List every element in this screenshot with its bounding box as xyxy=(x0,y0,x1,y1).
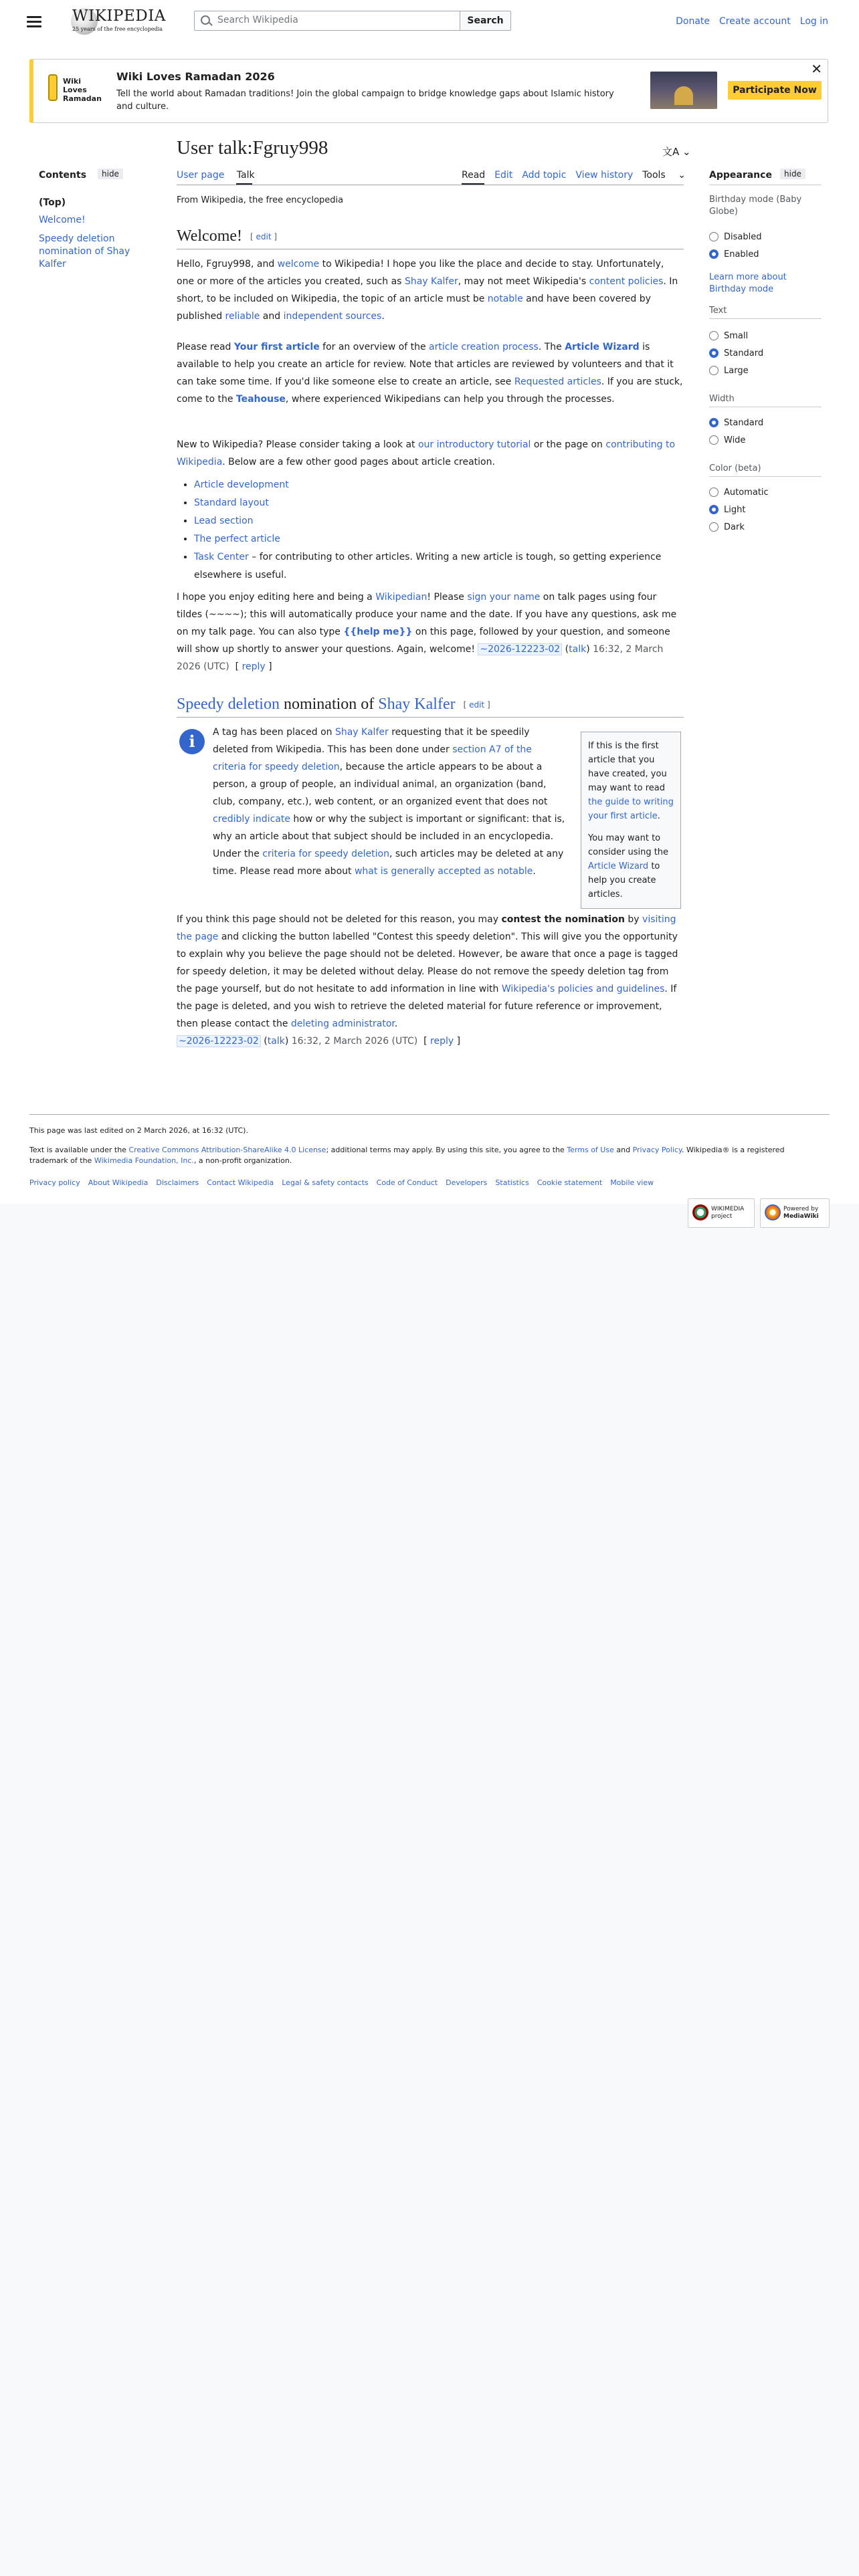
text: A tag has been placed on xyxy=(213,727,335,738)
first-article-sidebox xyxy=(581,732,681,909)
footer-link-coc[interactable]: Code of Conduct xyxy=(376,1178,438,1187)
radio-circle-selected xyxy=(709,249,719,259)
radio-circle xyxy=(709,232,719,241)
search-icon xyxy=(201,15,210,25)
text: . If you are stuck, come to the xyxy=(177,377,683,405)
footer-rule xyxy=(29,1114,830,1115)
banner-title: Wiki Loves Ramadan 2026 xyxy=(116,70,275,83)
birthday-mode-label: Birthday mode (Baby Globe) xyxy=(709,195,802,217)
text: , such articles may be deleted at any time. Please read more about xyxy=(213,849,564,877)
page-title: User talk:Fgruy998 xyxy=(177,137,328,158)
campaign-banner xyxy=(29,59,828,123)
article-wizard-link[interactable]: Article Wizard xyxy=(588,861,649,871)
speedy-heading xyxy=(177,695,490,714)
text-large-radio[interactable] xyxy=(709,365,749,377)
radio-label: Enabled xyxy=(724,249,759,259)
speedy-heading-rule xyxy=(177,717,684,718)
text: ! Please xyxy=(427,592,468,603)
toc-item-speedy-deletion[interactable]: Speedy deletion nomination of Shay Kalfer xyxy=(39,233,130,270)
text: . xyxy=(657,811,660,821)
sign-your-name-link[interactable]: sign your name xyxy=(467,592,541,603)
text: . If the page is deleted, and you wish to retrieve the deleted material for future reference or improvement, then please contact the xyxy=(177,984,677,1029)
text: how or why the subject is important or significant: that is, why an article about that subject should be included in an encyclopedia. Under the xyxy=(213,814,565,859)
wikimedia-foundation-link[interactable]: Wikimedia Foundation, Inc. xyxy=(94,1156,194,1165)
badge-text xyxy=(783,1206,819,1220)
text: . Below are a few other good pages about article creation. xyxy=(222,457,495,467)
policies-guidelines-link[interactable]: Wikipedia's policies and guidelines xyxy=(501,984,665,994)
last-edited: This page was last edited on 2 March 2026, at 16:32 (UTC). xyxy=(29,1126,248,1135)
radio-label: Standard xyxy=(724,418,764,428)
reliable-link[interactable]: reliable xyxy=(225,311,260,322)
footer-link-statistics[interactable]: Statistics xyxy=(495,1178,529,1187)
birthday-disabled-radio[interactable] xyxy=(709,231,761,243)
generally-notable-link[interactable]: what is generally accepted as notable xyxy=(354,866,533,877)
wikipedia-tagline: 25 years of the free encyclopedia xyxy=(72,26,163,32)
close-banner-icon[interactable]: ✕ xyxy=(811,61,822,77)
text: nomination of xyxy=(279,695,379,713)
text: and xyxy=(260,311,284,322)
banner-image xyxy=(650,72,717,109)
visiting-page-link[interactable]: visiting the page xyxy=(177,914,676,942)
footer-link-cookies[interactable]: Cookie statement xyxy=(537,1178,603,1187)
sidebox-paragraph-1 xyxy=(588,739,674,823)
text: on this page, followed by your question, and someone will show up shortly to answer your questions. Again, welcome! xyxy=(177,627,670,655)
welcome-paragraph-1 xyxy=(177,255,684,325)
list-item xyxy=(194,512,689,530)
tab-read[interactable]: Read xyxy=(462,170,486,181)
text-small-radio[interactable] xyxy=(709,330,748,342)
width-wide-radio[interactable] xyxy=(709,435,745,447)
text: If you think this page should not be deleted for this reason, you may xyxy=(177,914,502,925)
language-icon[interactable]: 文A ⌄ xyxy=(662,146,691,158)
terms-of-use-link[interactable]: Terms of Use xyxy=(567,1146,614,1154)
privacy-policy-link[interactable]: Privacy Policy xyxy=(632,1146,682,1154)
list-item xyxy=(194,476,689,494)
welcome-paragraph-2 xyxy=(177,338,684,408)
radio-label: Small xyxy=(724,331,749,341)
speedy-paragraph-1 xyxy=(213,724,567,880)
radio-circle xyxy=(709,435,719,445)
teahouse-link[interactable]: Teahouse xyxy=(235,394,286,405)
wikipedia-wordmark[interactable]: WIKIPEDIA xyxy=(72,7,166,25)
search-input[interactable] xyxy=(194,11,460,31)
radio-label: Standard xyxy=(724,348,764,358)
welcome-paragraph-4: I hope you enjoy editing here and being a Wikipedian! Please sign your name on talk pages using four tildes (~~~~); this will automatically produce your name and the date. If you have any questions, ask me on my talk page. You can also type {{help me}} on this page, followed by your question, and someone will show up shortly to answer your questions. Again, welcome! ~2026-12223-02 (talk) 16:32, 2 March 2026 (UTC) [ reply ] xyxy=(177,592,677,672)
search-placeholder: Search Wikipedia xyxy=(217,15,298,25)
text: on talk pages using four tildes (~~~~); this will automatically produce your name and the date. If you have any questions, ask me on my talk page. You can also type xyxy=(177,592,677,637)
article-pages-list xyxy=(177,476,689,584)
license-text xyxy=(29,1145,819,1166)
radio-circle xyxy=(709,488,719,497)
radio-label: Wide xyxy=(724,435,746,445)
text: , a non-profit organization. xyxy=(193,1156,292,1165)
appearance-hide-button[interactable]: hide xyxy=(780,169,805,179)
footer-link-legal[interactable]: Legal & safety contacts xyxy=(282,1178,369,1187)
text: , because the article appears to be about a person, a group of people, an individual animal, an organization (band, club, company, etc.), web content, or an organized event that does not xyxy=(213,762,548,807)
width-standard-radio[interactable] xyxy=(709,417,763,429)
speedy-deletion-link[interactable]: Speedy deletion xyxy=(177,695,280,713)
footer-link-developers[interactable]: Developers xyxy=(446,1178,488,1187)
contributing-link[interactable]: contributing to Wikipedia xyxy=(177,439,676,467)
login-link[interactable]: Log in xyxy=(799,16,828,27)
edit-link-text[interactable]: edit xyxy=(469,700,485,710)
toc-item-welcome[interactable]: Welcome! xyxy=(39,215,86,225)
participate-now-button[interactable]: Participate Now xyxy=(728,81,822,100)
footer-link-contact[interactable]: Contact Wikipedia xyxy=(207,1178,274,1187)
lantern-icon xyxy=(48,74,58,101)
text: for an overview of the xyxy=(319,342,430,352)
toc-hide-button[interactable]: hide xyxy=(98,169,123,179)
your-first-article-link[interactable]: Your first article xyxy=(233,342,320,352)
wikipedian-link[interactable]: Wikipedian xyxy=(375,592,427,603)
article-development-link[interactable]: Article development xyxy=(194,479,289,490)
text: If this is the first article that you have created, you may want to read xyxy=(588,741,667,793)
sidebox-paragraph-2 xyxy=(588,831,674,901)
text: by xyxy=(624,914,643,925)
user-signature-link[interactable]: ~2026-12223-02 xyxy=(177,1035,261,1047)
deleting-administrator-link[interactable]: deleting administrator xyxy=(290,1018,395,1029)
color-dark-radio[interactable] xyxy=(709,522,745,534)
criteria-speedy-deletion-link[interactable]: criteria for speedy deletion xyxy=(262,849,389,859)
content-policies-link[interactable]: content policies xyxy=(589,276,664,287)
text: is available to help you create an article for review. Note that articles are reviewed by volunteers and that it can take some time. If you'd like someone else to create an article, see xyxy=(177,342,674,387)
text: requesting that it be speedily deleted from Wikipedia. This has been done under xyxy=(213,727,530,755)
section-a7-link[interactable]: section A7 of the criteria for speedy deletion xyxy=(213,744,532,772)
text-size-label: Text xyxy=(709,306,727,316)
list-item xyxy=(194,548,689,584)
notable-link[interactable]: notable xyxy=(487,294,523,304)
text: . xyxy=(394,1018,398,1029)
tab-talk[interactable]: Talk xyxy=(236,170,255,181)
main-menu-icon[interactable] xyxy=(27,16,41,28)
contest-nomination-text: contest the nomination xyxy=(501,914,625,925)
welcome-paragraph-3 xyxy=(177,436,684,471)
text: Text is available under the xyxy=(29,1146,129,1154)
text: Hello, Fgruy998, and xyxy=(177,259,278,270)
text: . In short, to be included on Wikipedia, the topic of an article must be xyxy=(177,276,678,304)
text: . xyxy=(533,866,536,877)
list-item xyxy=(194,530,689,548)
user-talk-link[interactable]: talk xyxy=(569,644,587,655)
text: Please read xyxy=(177,342,234,352)
tab-edit[interactable]: Edit xyxy=(494,170,513,181)
requested-articles-link[interactable]: Requested articles xyxy=(514,377,601,387)
shay-kalfer-link[interactable]: Shay Kalfer xyxy=(335,727,389,738)
site-subtitle: From Wikipedia, the free encyclopedia xyxy=(177,195,344,205)
text: New to Wikipedia? Please consider taking a look at xyxy=(177,439,418,450)
radio-circle xyxy=(709,366,719,375)
reply-link[interactable]: reply xyxy=(242,661,266,672)
personal-tools xyxy=(666,16,828,27)
user-signature-link[interactable]: ~2026-12223-02 xyxy=(478,643,562,655)
banner-logo-text: Wiki Loves Ramadan xyxy=(63,77,102,103)
text: , may not meet Wikipedia's xyxy=(458,276,589,287)
text: I hope you enjoy editing here and being a xyxy=(177,592,376,603)
color-label: Color (beta) xyxy=(709,463,761,473)
appearance-heading: Appearance xyxy=(709,170,772,181)
radio-label: Large xyxy=(724,366,749,376)
footer-links xyxy=(29,1178,662,1187)
standard-layout-link[interactable]: Standard layout xyxy=(194,498,269,508)
width-label: Width xyxy=(709,394,735,404)
color-automatic-radio[interactable] xyxy=(709,487,769,499)
mediawiki-logo-icon xyxy=(765,1204,781,1220)
text-standard-radio[interactable] xyxy=(709,348,763,360)
text: MediaWiki xyxy=(783,1213,819,1220)
create-account-link[interactable]: Create account xyxy=(719,16,791,27)
radio-label: Dark xyxy=(724,522,745,532)
namespace-tabs xyxy=(177,170,255,181)
welcome-link[interactable]: welcome xyxy=(277,259,320,270)
credibly-indicate-link[interactable]: credibly indicate xyxy=(213,814,290,825)
radio-circle-selected xyxy=(709,505,719,514)
perfect-article-link[interactable]: The perfect article xyxy=(194,534,280,544)
text: and clicking the button labelled "Contest this speedy deletion". This will give you the opportunity to explain why you believe the page should not be deleted. However, be aware that once a page is tagged for speedy deletion, it may be deleted without delay. Please do not remove the speedy deletion tag from the page yourself, but do not hesitate to add information in line with xyxy=(177,932,678,994)
wikimedia-project-badge[interactable] xyxy=(688,1198,755,1228)
toc-heading: Contents xyxy=(39,170,87,181)
text: and have been covered by published xyxy=(177,294,651,322)
radio-label: Disabled xyxy=(724,232,762,242)
radio-circle xyxy=(709,522,719,532)
footer-link-disclaimers[interactable]: Disclaimers xyxy=(156,1178,199,1187)
welcome-edit-link[interactable]: [ edit ] xyxy=(250,232,278,242)
text: and xyxy=(613,1146,633,1154)
footer-link-about[interactable]: About Wikipedia xyxy=(88,1178,149,1187)
tools-menu[interactable] xyxy=(642,170,695,181)
radio-circle-selected xyxy=(709,348,719,358)
independent-sources-link[interactable]: independent sources xyxy=(283,311,382,322)
article-creation-process-link[interactable]: article creation process xyxy=(429,342,539,352)
task-center-link[interactable]: Task Center xyxy=(194,552,249,562)
radio-label: Light xyxy=(724,505,746,515)
reply-link[interactable]: reply xyxy=(430,1036,454,1047)
speedy-edit-link[interactable]: [ edit ] xyxy=(463,700,490,710)
edit-link-text[interactable]: edit xyxy=(256,232,272,242)
text: to help you create articles. xyxy=(588,861,660,899)
text: to Wikipedia! I hope you like the place and decide to stay. Unfortunately, one or more of the articles you created, such as xyxy=(177,259,664,287)
welcome-heading-text: Welcome! xyxy=(177,227,243,245)
list-item xyxy=(194,494,689,512)
text: or the page on xyxy=(531,439,606,450)
text: ; additional terms may apply. By using this site, you agree to the xyxy=(326,1146,567,1154)
tools-label: Tools xyxy=(642,170,666,181)
wikimedia-logo-icon xyxy=(692,1204,708,1220)
user-talk-link[interactable]: talk xyxy=(267,1036,285,1047)
text: . Wikipedia® is a registered trademark of the xyxy=(29,1146,785,1165)
timestamp: 16:32, 2 March 2026 (UTC) xyxy=(177,644,664,672)
tab-add-topic[interactable]: Add topic xyxy=(522,170,567,181)
shay-kalfer-heading-link[interactable]: Shay Kalfer xyxy=(378,695,456,713)
introductory-tutorial-link[interactable]: our introductory tutorial xyxy=(417,439,531,450)
appearance-rule xyxy=(709,476,822,477)
article-wizard-link[interactable]: Article Wizard xyxy=(565,342,640,352)
appearance-rule xyxy=(709,318,822,319)
footer-link-privacy[interactable]: Privacy policy xyxy=(29,1178,80,1187)
radio-circle-selected xyxy=(709,418,719,427)
text: Powered by xyxy=(783,1206,819,1212)
first-article-guide-link[interactable]: the guide to writing your first article xyxy=(588,797,674,821)
search-button[interactable]: Search xyxy=(460,11,511,31)
timestamp: 16:32, 2 March 2026 (UTC) xyxy=(288,1036,418,1047)
cc-license-link[interactable]: Creative Commons Attribution-ShareAlike 4.0 License xyxy=(128,1146,326,1154)
tab-user-page[interactable]: User page xyxy=(177,170,225,181)
chevron-down-icon: ⌄ xyxy=(678,170,686,181)
powered-by-mediawiki-badge[interactable] xyxy=(760,1198,830,1228)
help-me-link[interactable]: {{help me}} xyxy=(343,627,413,637)
donate-link[interactable]: Donate xyxy=(676,16,710,27)
tab-view-history[interactable]: View history xyxy=(575,170,634,181)
welcome-heading xyxy=(177,227,277,245)
speedy-paragraph-2: If you think this page should not be deleted for this reason, you may contest the nomination by visiting the page and clicking the button labelled "Contest this speedy deletion". This will give you the opportunity to explain why you believe the page should not be deleted. However, be aware that once a page is tagged for speedy deletion, it may be deleted without delay. Please do not remove the speedy deletion tag from the page yourself, but do not hesitate to add information in line with Wikipedia's policies and guidelines. If the page is deleted, and you wish to retrieve the deleted material for future reference or improvement, then please contact the deleting administrator. ~2026-12223-02 (talk) 16:32, 2 March 2026 (UTC) [ reply ] xyxy=(177,914,678,1047)
text: , where experienced Wikipedians can help you through the processes. xyxy=(285,394,615,405)
toc-item-top[interactable]: (Top) xyxy=(39,197,66,208)
info-icon: i xyxy=(179,729,205,754)
learn-birthday-link[interactable]: Learn more about Birthday mode xyxy=(709,272,787,294)
banner-description: Tell the world about Ramadan traditions! Join the global campaign to bridge knowledge gaps about Islamic history and culture. xyxy=(116,89,614,112)
footer-link-mobile[interactable]: Mobile view xyxy=(610,1178,654,1187)
text: – for contributing to other articles. Writing a new article is tough, so getting experience elsewhere is useful. xyxy=(194,552,662,580)
badge-text: WIKIMEDIA project xyxy=(711,1206,745,1220)
view-tabs xyxy=(462,170,704,181)
shay-kalfer-link[interactable]: Shay Kalfer xyxy=(404,276,458,287)
text: . xyxy=(381,311,385,322)
wiki-loves-ramadan-logo xyxy=(47,72,100,112)
radio-circle xyxy=(709,331,719,340)
lead-section-link[interactable]: Lead section xyxy=(194,516,254,526)
birthday-enabled-radio[interactable] xyxy=(709,249,759,261)
text: . The xyxy=(538,342,565,352)
radio-label: Automatic xyxy=(724,488,769,498)
text: You may want to consider using the xyxy=(588,833,669,857)
color-light-radio[interactable] xyxy=(709,504,745,516)
